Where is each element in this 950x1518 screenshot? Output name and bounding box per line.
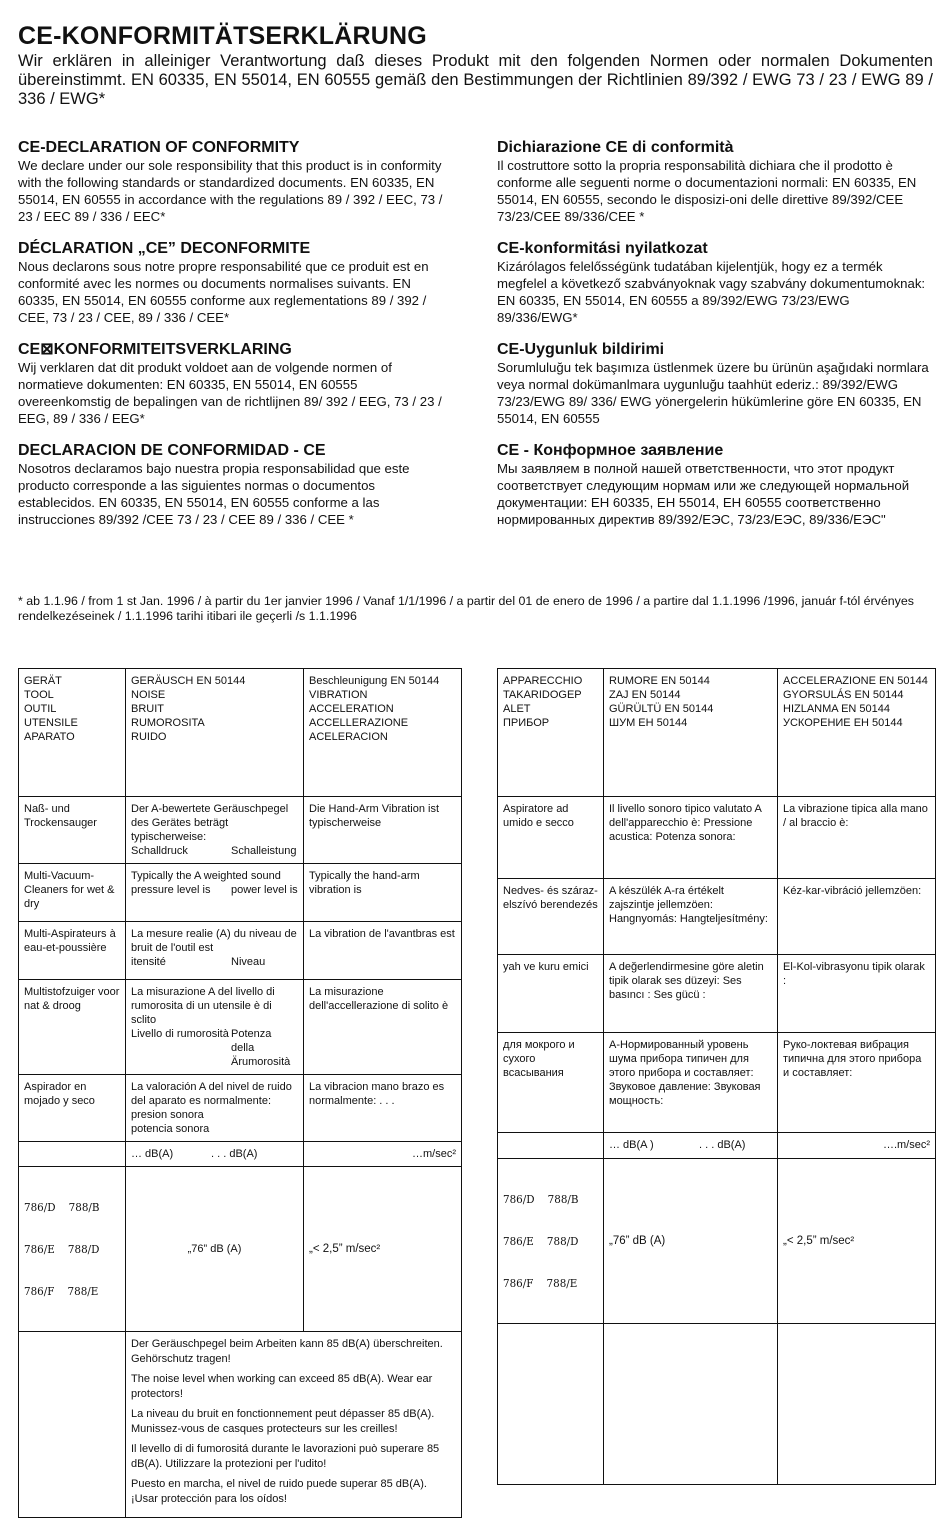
header-line: ШУМ ЕН 50144 <box>609 717 688 729</box>
sublabel-pressure: presion sonora <box>131 1109 204 1121</box>
noise-cell <box>126 980 304 1075</box>
vibration-cell: La vibracion mano brazo es normalmente: . . . <box>304 1075 462 1142</box>
unit-power: . . . dB(A) <box>211 1148 258 1160</box>
noise-cell: А-Нормированный уровень шума прибора типичен для этого прибора и составляет: Звуковое давление: Звуковая мощность: <box>604 1033 778 1133</box>
warning-it: Il levello di di fumorositá durante le lavorazioni può superare 85 dB(A). Utilizzare la protezioni per l'udito! <box>131 1443 440 1470</box>
table-header <box>19 669 462 797</box>
sublabel-pressure: pressure level is <box>131 884 211 896</box>
noise-sublabels <box>131 955 298 969</box>
header-line: УСКОРЕНИЕ ЕН 50144 <box>783 717 903 729</box>
declaration-es <box>18 441 453 528</box>
noise-text: La valoración A del nivel de ruido del aparato es normalmente: <box>131 1081 292 1107</box>
row-label: Naß- und Trockensauger <box>19 797 126 864</box>
header-line: TAKARIDOGEP <box>503 689 582 701</box>
header-line: RUIDO <box>131 731 167 743</box>
header-line: RUMORE EN 50144 <box>609 675 710 687</box>
warning-de: Der Geräuschpegel beim Arbeiten kann 85 dB(A) überschreiten. Gehörschutz tragen! <box>131 1338 443 1365</box>
noise-text: Der A-bewertete Geräuschpegel des Gerätes beträgt typischerweise: <box>131 803 289 843</box>
declaration-text: Nous declarons sous notre propre responsabilité que ce produit est en conformité avec les normes ou documents normalises suivants. EN 60335, EN 55014, EN 60555 conforme aux reglementations 89 / 392 / CEE, 73 / 23 / CEE, 89 / 336 / CEE* <box>18 259 429 325</box>
vibration-cell: Руко-локтевая вибрация типична для этого прибора и составляет: <box>778 1033 936 1133</box>
declaration-heading: CE⊠KONFORMITEITSVERKLARING <box>18 341 292 358</box>
right-declarations <box>497 138 932 542</box>
units-empty <box>19 1142 126 1167</box>
declaration-text: Wij verklaren dat dit produkt voldoet aan de volgende normen of normatieve dokumenten: EN 60335, EN 55014, EN 60555 overeenkomstig de bepalingen van de richtlijnen 89/ 392 / EEG, 73 / 23 / EEG, 89 / 336 / EEG* <box>18 360 442 426</box>
spec-table-right <box>497 668 936 1485</box>
spec-table-left <box>18 668 462 1518</box>
table-row <box>498 1033 936 1133</box>
header-line: ПРИБОР <box>503 717 550 729</box>
sublabel-power: Schalleistung <box>231 845 297 857</box>
header-line: APARATO <box>24 731 75 743</box>
noise-cell: Il livello sonoro tipico valutato A dell'apparecchio è: Pressione acustica: Potenza sonora: <box>604 797 778 879</box>
table-row <box>498 955 936 1033</box>
declaration-fr <box>18 239 453 326</box>
declaration-hu <box>497 239 932 326</box>
noise-sublabels <box>131 1108 298 1136</box>
header-tool <box>498 669 604 797</box>
sublabel-power: power level is <box>231 884 298 896</box>
empty-row <box>498 1324 936 1485</box>
noise-sublabels <box>131 844 298 858</box>
table-row <box>19 864 462 922</box>
header-line: GÜRÜLTÜ EN 50144 <box>609 703 714 715</box>
model-line: 786/D 788/B <box>24 1200 100 1214</box>
models-row <box>19 1167 462 1332</box>
row-label: yah ve kuru emici <box>498 955 604 1033</box>
sublabel-pressure: Livello di rumorosità <box>131 1028 229 1040</box>
declaration-nl <box>18 340 453 427</box>
vibration-value: „< 2,5” m/sec² <box>778 1159 936 1324</box>
row-label: Multistofzuiger voor nat & droog <box>19 980 126 1075</box>
header-noise <box>604 669 778 797</box>
unit-power: . . . dB(A) <box>699 1139 746 1151</box>
header-line: OUTIL <box>24 703 57 715</box>
table-row <box>498 879 936 955</box>
warning-empty <box>19 1332 126 1518</box>
left-declarations <box>18 138 453 542</box>
declaration-text: Il costruttore sotto la propria responsabilità dichiara che il prodotto è conforme alle seguenti norme o documentazioni normali: EN 60335, EN 55014, EN 60555, secondo le disposizi-oni delle direttive 89/392/CEE 73/23/CEE 89/336/CEE * <box>497 158 917 224</box>
declaration-text: Мы заявляем в полной нашей ответственности, что этот продукт соответствует следующим нормам или же следующей нормальной документации: ЕН 60335, ЕН 55014, ЕН 60555 соответственно нормированных директив 89/392/ЕЭС, 73/23/ЕЭС, 89/336/ЕЭС" <box>497 461 910 527</box>
noise-sublabels <box>131 883 298 897</box>
sublabel-power: Niveau <box>231 956 266 968</box>
warning-en: The noise level when working can exceed 85 dB(A). Wear ear protectors! <box>131 1373 433 1400</box>
units-row <box>19 1142 462 1167</box>
header-line: VIBRATION <box>309 689 368 701</box>
noise-cell <box>126 922 304 980</box>
noise-value: „76” dB (A) <box>604 1159 778 1324</box>
row-label: для мокрого и сухого всасывания <box>498 1033 604 1133</box>
header-line: BRUIT <box>131 703 164 715</box>
noise-text: La misurazione A del livello di rumorosita di un utensile è di sclito <box>131 986 275 1026</box>
header-line: ACCELERAZIONE EN 50144 <box>783 675 928 687</box>
sublabel-pressure: itensité <box>131 956 166 968</box>
row-label: Nedves- és száraz-elszívó berendezés <box>498 879 604 955</box>
model-line: 786/D 788/B <box>503 1192 579 1206</box>
noise-text: La mesure realie (A) du niveau de bruit de l'outil est <box>131 928 297 954</box>
vibration-cell: El-Kol-vibrasyonu tipik olarak : <box>778 955 936 1033</box>
vibration-cell: Typically the hand-arm vibration is <box>304 864 462 922</box>
declaration-text: Kizárólagos felelősségünk tudatában kijelentjük, hogy ez a termék megfelel a következő szabványoknak vagy szabvány dokumentumoknak: EN 60335, EN 55014, EN 60555 a 89/392/EWG 73/23/EWG 89/336/EWG* <box>497 259 926 325</box>
vibration-units: …m/sec² <box>304 1142 462 1167</box>
header-line: NOISE <box>131 689 166 701</box>
table-row <box>19 797 462 864</box>
model-line: 786/F 788/E <box>24 1284 99 1298</box>
empty-cell <box>498 1324 604 1485</box>
sublabel-pressure: Schalldruck <box>131 845 188 857</box>
table-row <box>19 1075 462 1142</box>
header-line: RUMOROSITA <box>131 717 205 729</box>
noise-text: Typically the A weighted sound <box>131 870 281 882</box>
sublabel-power: potencia sonora <box>131 1123 210 1135</box>
noise-units <box>604 1133 778 1159</box>
header-vibration <box>778 669 936 797</box>
warning-cell <box>126 1332 462 1518</box>
header-vibration <box>304 669 462 797</box>
declaration-tr <box>497 340 932 427</box>
noise-value: „76” dB (A) <box>126 1167 304 1332</box>
noise-cell: A készülék A-ra értékelt zajszintje jellemzöen: Hangnyomás: Hangteljesítmény: <box>604 879 778 955</box>
declaration-heading: CE - Конформное заявление <box>497 442 724 459</box>
empty-cell <box>778 1324 936 1485</box>
noise-units <box>126 1142 304 1167</box>
units-empty <box>498 1133 604 1159</box>
noise-cell <box>126 797 304 864</box>
declaration-heading: CE-DECLARATION OF CONFORMITY <box>18 139 300 156</box>
vibration-units: ….m/sec² <box>778 1133 936 1159</box>
model-line: 786/E 788/D <box>24 1242 100 1256</box>
header-noise <box>126 669 304 797</box>
declaration-heading: CE-konformitási nyilatkozat <box>497 240 708 257</box>
empty-cell <box>604 1324 778 1485</box>
declaration-text: Sorumluluğu tek başımıza üstlenmek üzere bu ürünün aşağıdaki normlara veya normal dokümanlmara uygunluğu taahhüt ederiz.: 89/392/EWG 73/23/EWG 89/ 336/ EWG yönergelerin hükümlerine göre EN 60335, EN 55014, EN 60555 <box>497 360 929 426</box>
footnote: * ab 1.1.96 / from 1 st Jan. 1996 / à partir du 1er janvier 1996 / Vanaf 1/1/1996 / a partir del 01 de enero de 1996 / a partire dal 1.1.1996 /1996, január f-tól érvényes rendelkezéseinek / 1.1.1996 tarihi itibari ile geçerli /s 1.1.1996 <box>18 594 914 623</box>
header-line: GERÄUSCH EN 50144 <box>131 675 246 687</box>
unit-pressure: … dB(A) <box>131 1148 174 1160</box>
noise-cell: A değerlendirmesine göre aletin tipik olarak ses düzeyi: Ses basıncı : Ses gücü : <box>604 955 778 1033</box>
vibration-cell: Kéz-kar-vibráció jellemzöen: <box>778 879 936 955</box>
declaration-heading: Dichiarazione CE di conformità <box>497 139 734 156</box>
header-line: TOOL <box>24 689 54 701</box>
header-line: UTENSILE <box>24 717 78 729</box>
header-line: GYORSULÁS EN 50144 <box>783 689 904 701</box>
declaration-heading: CE-Uygunluk bildirimi <box>497 341 665 358</box>
declaration-heading: DECLARACION DE CONFORMIDAD - CE <box>18 442 326 459</box>
model-line: 786/E 788/D <box>503 1234 579 1248</box>
units-row <box>498 1133 936 1159</box>
declaration-it <box>497 138 932 225</box>
row-label: Multi-Vacuum-Cleaners for wet & dry <box>19 864 126 922</box>
header-line: Beschleunigung EN 50144 <box>309 675 440 687</box>
warning-row <box>19 1332 462 1518</box>
noise-cell <box>126 864 304 922</box>
declaration-heading: DÉCLARATION „CE” DECONFORMITE <box>18 240 311 257</box>
vibration-cell: Die Hand-Arm Vibration ist typischerweise <box>304 797 462 864</box>
table-header <box>498 669 936 797</box>
table-row <box>498 797 936 879</box>
warning-fr: La niveau du bruit en fonctionnement peut dépasser 85 dB(A). Munissez-vous de casques protecteurs sur les creilles! <box>131 1408 435 1435</box>
row-label: Aspirador en mojado y seco <box>19 1075 126 1142</box>
table-row <box>19 980 462 1075</box>
declaration-text: Nosotros declaramos bajo nuestra propia responsabilidad que este producto corresponde a las siguientes normas o documentos establecidos. EN 60335, EN 55014, EN 60555 conforme a las instrucciones 89/392 /CEE 73 / 23 / CEE 89 / 336 / CEE * <box>18 461 410 527</box>
header-line: APPARECCHIO <box>503 675 583 687</box>
sublabel-power: Potenza della Ärumorosità <box>231 1028 291 1068</box>
declaration-ru <box>497 441 932 528</box>
page-title: CE-KONFORMITÄTSERKLÄRUNG <box>18 22 427 50</box>
declaration-text: We declare under our sole responsibility that this product is in conformity with the following standards or standardized documents. EN 60335, EN 55014, EN 60555 in accordance with the regulations 89 / 392 / EEC, 73 / 23 / EEC 89 / 336 / EEC* <box>18 158 443 224</box>
model-list <box>19 1167 126 1332</box>
noise-sublabels <box>131 1027 298 1069</box>
header-line: ACELERACION <box>309 731 388 743</box>
declaration-en <box>18 138 453 225</box>
header-line: HIZLANMA EN 50144 <box>783 703 890 715</box>
header-line: ACCELERATION <box>309 703 394 715</box>
row-label: Multi-Aspirateurs à eau-et-poussière <box>19 922 126 980</box>
table-row <box>19 922 462 980</box>
noise-cell <box>126 1075 304 1142</box>
vibration-cell: La vibrazione tipica alla mano / al braccio è: <box>778 797 936 879</box>
header-line: ALET <box>503 703 531 715</box>
model-line: 786/F 788/E <box>503 1276 578 1290</box>
row-label: Aspiratore ad umido e secco <box>498 797 604 879</box>
header-line: ACCELLERAZIONE <box>309 717 409 729</box>
header-line: GERÄT <box>24 675 62 687</box>
intro-text: Wir erklären in alleiniger Verantwortung daß dieses Produkt mit den folgenden Normen oder normalen Dokumenten übereinstimmt. EN 60335, EN 55014, EN 60555 gemäß den Bestimmungen der Richtlinien 89/392 / EWG 73 / 23 / EWG 89 / 336 / EWG* <box>18 52 933 108</box>
model-list <box>498 1159 604 1324</box>
warning-es: Puesto en marcha, el nivel de ruido puede superar 85 dB(A). ¡Usar protección para los oídos! <box>131 1478 427 1505</box>
unit-pressure: … dB(A ) <box>609 1139 654 1151</box>
vibration-cell: La vibration de l'avantbras est <box>304 922 462 980</box>
header-line: ZAJ EN 50144 <box>609 689 681 701</box>
vibration-cell: La misurazione dell'accellerazione di solito è <box>304 980 462 1075</box>
vibration-value: „< 2,5” m/sec² <box>304 1167 462 1332</box>
models-row <box>498 1159 936 1324</box>
header-tool <box>19 669 126 797</box>
